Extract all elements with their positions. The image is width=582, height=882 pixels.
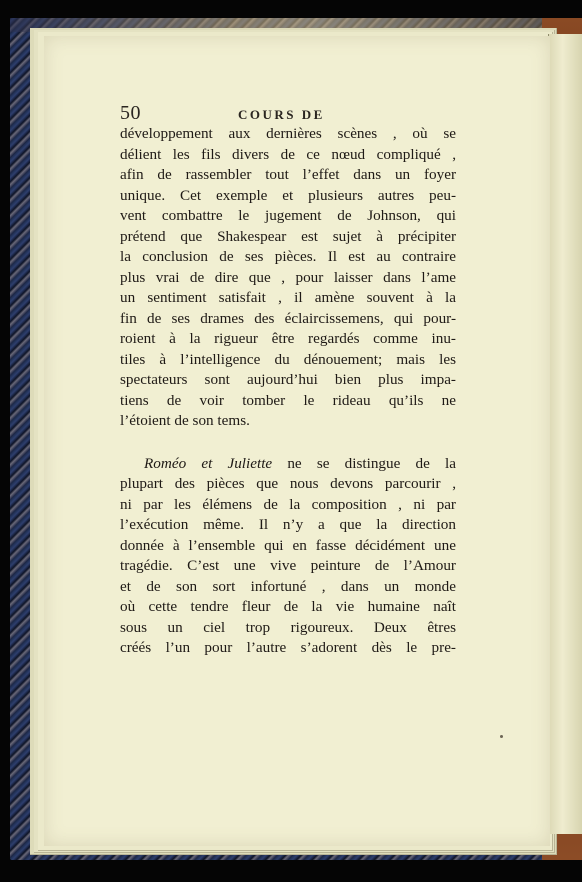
text-line: l’exécution même. Il n’y a que la direction [120, 516, 456, 533]
text-line: créés l’un pour l’autre s’adorent dès le pre- [120, 639, 456, 656]
body-text [120, 124, 456, 659]
text-line: unique. Cet exemple et plusieurs autres peu- [120, 186, 456, 204]
text-line: donnée à l’ensemble qui en fasse décidément une [120, 536, 456, 554]
text-line: développement aux dernières scènes , où se [120, 125, 456, 142]
text-line: plupart des pièces que nous devons parcourir , [120, 475, 456, 492]
paragraph-1 [120, 124, 456, 432]
text-line: tiens de voir tomber le rideau qu’ils ne [120, 391, 456, 409]
text-line-first [120, 454, 456, 475]
text-line: vent combattre le jugement de Johnson, qui [120, 207, 456, 224]
text-line: la conclusion de ses pièces. Il est au contraire [120, 248, 456, 265]
text-line: prétend que Shakespear est sujet à précipiter [120, 227, 456, 245]
page-number: 50 [120, 102, 141, 124]
text-line: spectateurs sont aujourd’hui bien plus impa- [120, 371, 456, 388]
text-line: l’étoient de son tems. [120, 412, 250, 429]
text-line: sous un ciel trop rigoureux. Deux êtres [120, 618, 456, 636]
text-line: tiles à l’intelligence du dénouement; mais les [120, 350, 456, 368]
text-line: et de son sort infortuné , dans un monde [120, 577, 456, 595]
facing-page-edge [548, 34, 582, 834]
page-header [120, 102, 460, 126]
text-line: roient à la rigueur être regardés comme inu- [120, 330, 456, 347]
text-line: afin de rassembler tout l’effet dans un foyer [120, 166, 456, 183]
paragraph-gap [120, 432, 456, 454]
play-title: Roméo et Juliette [144, 454, 273, 472]
text-line-rest: ne se distingue de la [272, 454, 456, 472]
text-line: fin de ses drames des éclaircissemens, qui pour- [120, 309, 456, 327]
text-line: où cette tendre fleur de la vie humaine naît [120, 598, 456, 615]
paragraph-2 [120, 454, 456, 659]
text-line: délient les fils divers de ce nœud compliqué , [120, 145, 456, 163]
ink-spot [500, 735, 503, 738]
text-line: ni par les élémens de la composition , ni par [120, 495, 456, 513]
text-line: tragédie. C’est une vive peinture de l’Amour [120, 557, 456, 574]
text-line: un sentiment satisfait , il amène souvent à la [120, 289, 456, 306]
text-line: plus vrai de dire que , pour laisser dans l’ame [120, 268, 456, 286]
running-head: COURS DE [238, 107, 325, 122]
